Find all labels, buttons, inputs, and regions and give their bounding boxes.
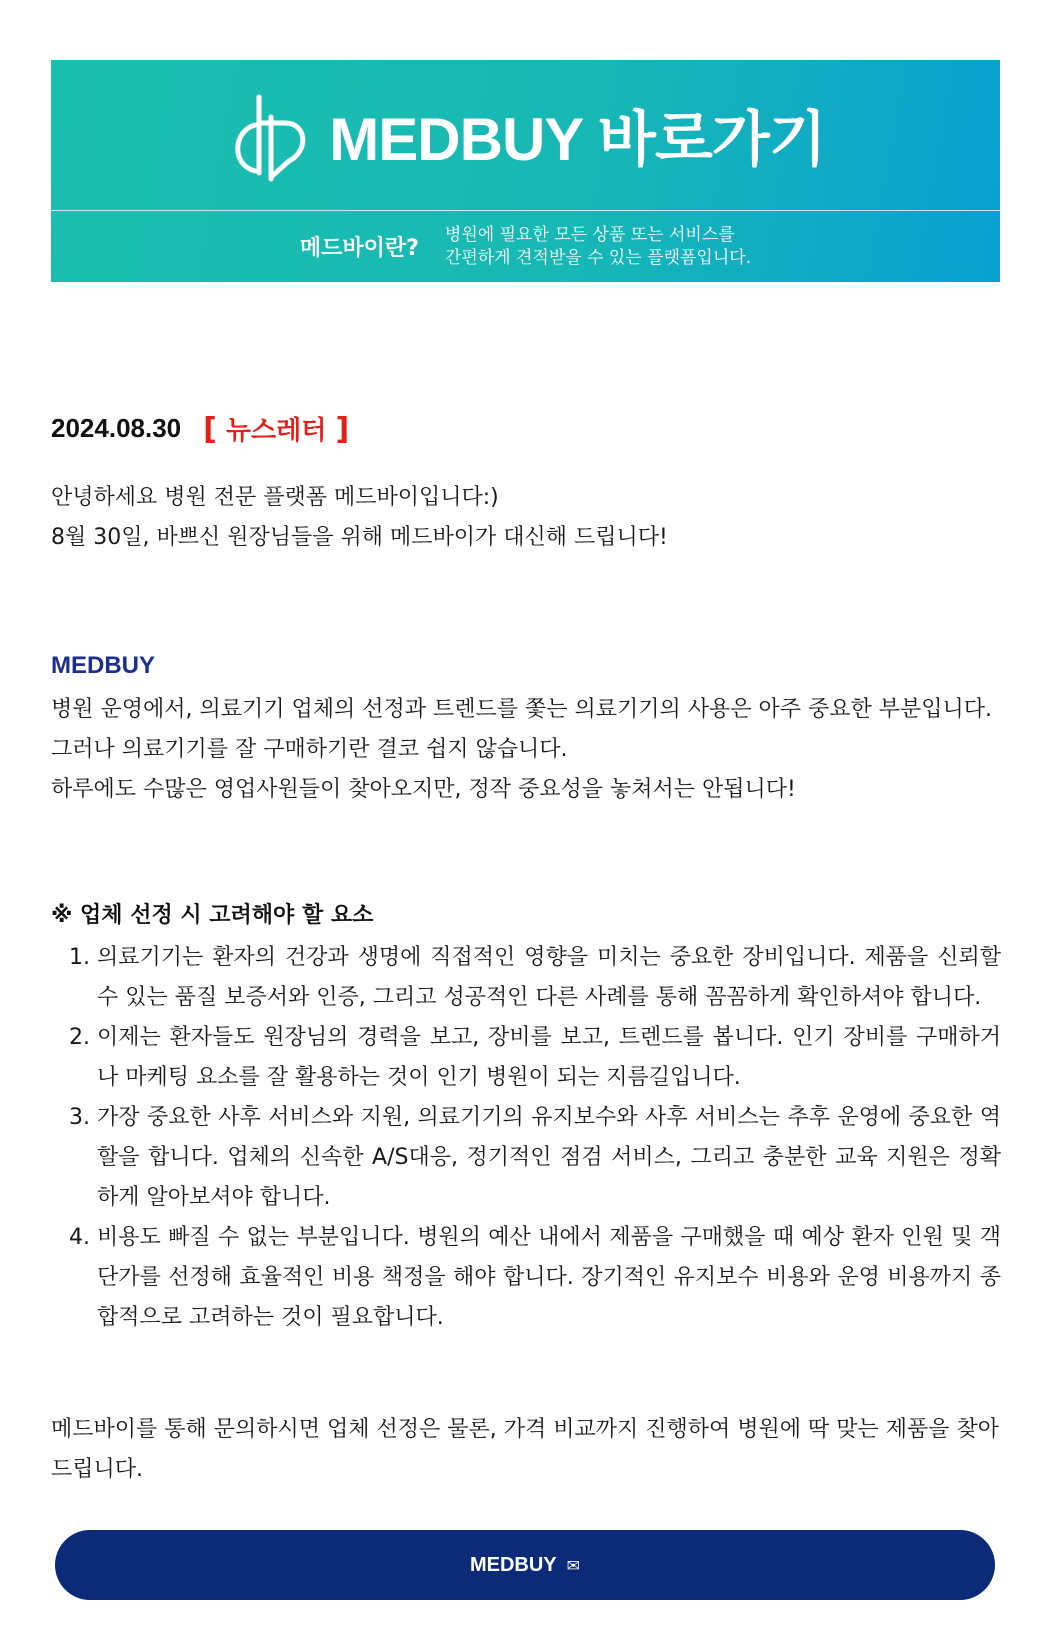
list-item-number: 2. [69, 1025, 90, 1050]
section-title: MEDBUY [51, 652, 156, 679]
banner-description [445, 224, 751, 270]
list-item-number: 3. [69, 1105, 90, 1130]
list-item-text: 이제는 환자들도 원장님의 경력을 보고, 장비를 보고, 트렌드를 봅니다. 인기 장비를 구매하거나 마케팅 요소를 잘 활용하는 것이 인기 병원이 되는 지름길입니다. [97, 1025, 1001, 1090]
list-item-number: 1. [69, 945, 90, 970]
section-body [51, 690, 1001, 810]
cta-label: MEDBUY [469, 1553, 557, 1576]
intro-line: 8월 30일, 바쁘신 원장님들을 위해 메드바이가 대신해 드립니다! [51, 525, 668, 550]
banner-desc-line: 간편하게 견적받을 수 있는 플랫폼입니다. [444, 247, 752, 268]
section-line: 그러나 의료기기를 잘 구매하기란 결코 쉽지 않습니다. [51, 737, 568, 762]
banner-subtitle-row [51, 211, 1000, 282]
newsletter-header [51, 410, 349, 447]
list-item [51, 1098, 1001, 1218]
intro-text [51, 478, 1001, 558]
tag-label: 뉴스레터 [225, 416, 327, 446]
medbuy-banner-link[interactable] [51, 60, 1000, 282]
newsletter-date: 2024.08.30 [51, 413, 182, 443]
banner-question: 메드바이란? [299, 236, 419, 261]
banner-title: MEDBUY 바로가기 [329, 106, 826, 173]
section-line: 하루에도 수많은 영업사원들이 찾아오지만, 정작 중요성을 놓쳐서는 안됩니다! [51, 777, 796, 802]
newsletter-tag [203, 410, 349, 447]
list-item-text: 비용도 빠질 수 없는 부분입니다. 병원의 예산 내에서 제품을 구매했을 때 예상 환자 인원 및 객단가를 선정해 효율적인 비용 책정을 해야 합니다. 장기적인 유지보수 비용와 운영 비용까지 종합적으로 고려하는 것이 필요합니다. [97, 1225, 1001, 1330]
factors-list [51, 938, 1001, 1338]
intro-line: 안녕하세요 병원 전문 플랫폼 메드바이입니다:) [51, 485, 499, 510]
banner-desc-line: 병원에 필요한 모든 상품 또는 서비스를 [444, 224, 735, 245]
section-line: 병원 운영에서, 의료기기 업체의 선정과 트렌드를 쫓는 의료기기의 사용은 아주 중요한 부분입니다. [51, 697, 992, 722]
mail-icon: ✉ [566, 1555, 581, 1575]
tag-bracket-open: [ [203, 412, 217, 447]
closing-text: 메드바이를 통해 문의하시면 업체 선정은 물론, 가격 비교까지 진행하여 병원에 딱 맞는 제품을 찾아드립니다. [51, 1417, 999, 1482]
list-item [51, 938, 1001, 1018]
medbuy-logo-icon [225, 87, 311, 183]
factors-title: ※ 업체 선정 시 고려해야 할 요소 [51, 903, 374, 928]
list-item-text: 의료기기는 환자의 건강과 생명에 직접적인 영향을 미치는 중요한 장비입니다. 제품을 신뢰할 수 있는 품질 보증서와 인증, 그리고 성공적인 다른 사례를 통해 꼼꼼하게 확인하셔야 합니다. [97, 945, 1001, 1010]
list-item [51, 1218, 1001, 1338]
list-item [51, 1018, 1001, 1098]
list-item-number: 4. [69, 1225, 90, 1250]
banner-title-row [51, 60, 1000, 210]
tag-bracket-close: ] [335, 412, 350, 447]
medbuy-cta-button[interactable] [55, 1530, 995, 1600]
list-item-text: 가장 중요한 사후 서비스와 지원, 의료기기의 유지보수와 사후 서비스는 추후 운영에 중요한 역할을 합니다. 업체의 신속한 A/S대응, 정기적인 점검 서비스, 그리고 충분한 교육 지원은 정확하게 알아보셔야 합니다. [97, 1105, 1001, 1210]
